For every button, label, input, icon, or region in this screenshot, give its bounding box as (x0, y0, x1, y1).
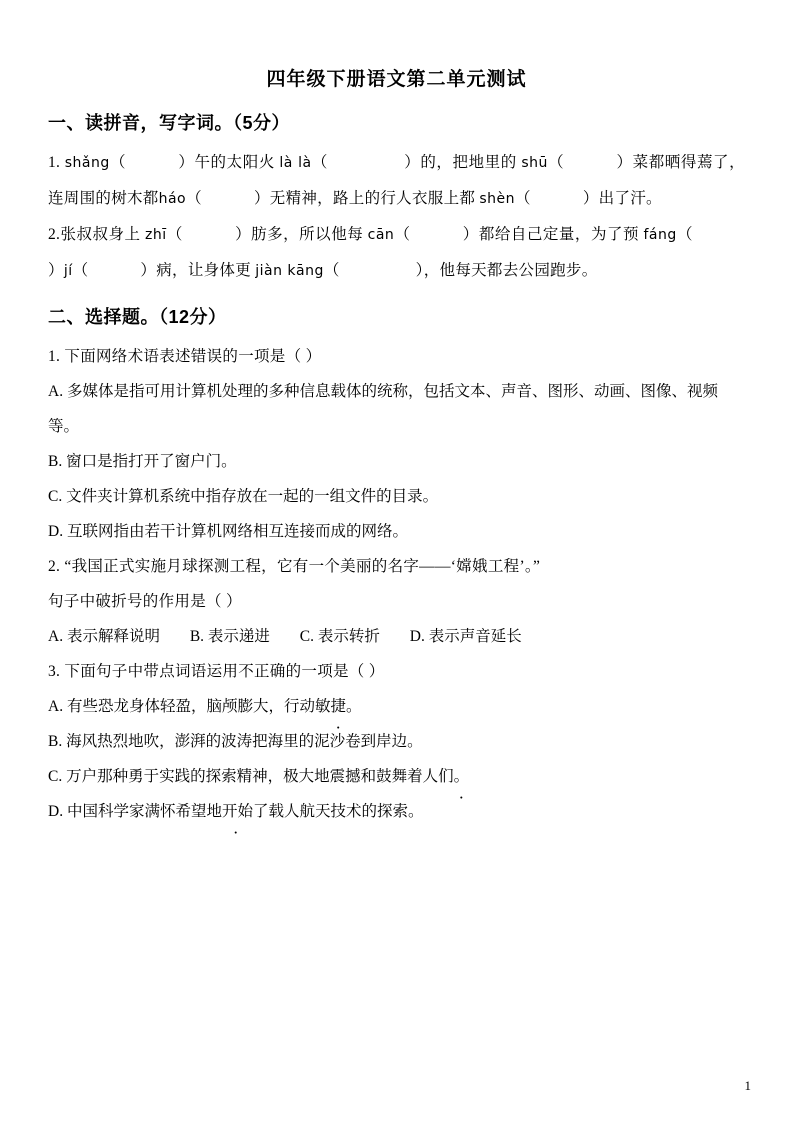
q2-text-3: 都给自己定量，为了预 (478, 226, 640, 243)
q1-text-1: 午的太阳火 (194, 154, 275, 171)
choice-question-2-option-c[interactable]: C. 表示转折 (299, 628, 380, 645)
option-a-suffix: 。 (345, 698, 362, 715)
page-title: 四年级下册语文第二单元测试 (266, 69, 527, 90)
section-heading-2: 二、选择题。（12分） (48, 307, 227, 327)
choice-question-3-option-a[interactable] (48, 689, 745, 724)
choice-question-1-option-c[interactable]: C. 文件夹计算机系统中指存放在一起的一组文件的目录。 (48, 488, 439, 505)
choice-question-2-stem-line2: 句子中破折号的作用是（ ） (48, 593, 242, 610)
q2-text-4: 病，让身体更 (156, 262, 252, 279)
q1-text-3: 菜都晒得蔫了，连周围的树木都 (48, 154, 745, 207)
pinyin-jiankang: jiàn kāng (255, 263, 324, 279)
choice-question-1-option-b[interactable]: B. 窗口是指打开了窗户门。 (48, 453, 237, 470)
choice-question-3-option-d[interactable] (48, 794, 745, 829)
pinyin-ji: jí (63, 263, 73, 279)
q1-text-2: 的，把地里的 (420, 154, 517, 171)
pinyin-shen: shèn (479, 191, 516, 207)
choice-question-3-option-b[interactable] (48, 724, 745, 759)
option-c-text: C. 万户那种勇于实践的探索精神，极大地震撼和鼓舞着人们 (48, 768, 454, 785)
question-1-2: 2.张叔叔身上 zhī（ ）肪多，所以他每 cān（ ）都给自己定量，为了预 fáng（）jí（ ）病，让身体更 jiàn kāng（ ），他每天都去公园跑步。 (48, 226, 693, 279)
q1-text-5: 出了汗。 (598, 190, 662, 207)
choice-question-1-stem: 1. 下面网络术语表述错误的一项是（ ） (48, 348, 322, 365)
option-a-dotted-word: 捷 (330, 698, 346, 715)
choice-question-2-option-b[interactable]: B. 表示递进 (189, 628, 270, 645)
question-1-1: 1. shǎng（ ）午的太阳火 là là（ ）的，把地里的 shū（ ）菜都晒得蔫了，连周围的树木都háo（ ）无精神，路上的行人衣服上都 shèn（ ）出了汗。 (48, 154, 745, 207)
q2-text-5: ，他每天都去公园跑步。 (423, 262, 598, 279)
q1-number: 1. (48, 154, 61, 171)
option-b-text: B. 海风热烈地吹，澎湃的波涛把海里的泥沙卷到岸边。 (48, 733, 423, 750)
choice-question-3-stem: 3. 下面句子中带点词语运用不正确的一项是（ ） (48, 663, 385, 680)
option-a-text: A. 有些恐龙身体轻盈，脑颅膨大，行动敏 (48, 698, 331, 715)
pinyin-zhi: zhī (144, 227, 167, 243)
pinyin-fang: fáng (643, 227, 677, 243)
q2-text-2: 肪多，所以他每 (251, 226, 364, 243)
pinyin-hao: háo (158, 191, 187, 207)
choice-question-2-option-a[interactable]: A. 表示解释说明 (48, 628, 160, 645)
choice-question-3-option-c[interactable] (48, 759, 745, 794)
q1-text-4: 无精神，路上的行人衣服上都 (269, 190, 476, 207)
page-number: 1 (744, 1078, 751, 1093)
q2-number: 2. (48, 226, 61, 243)
pinyin-lala: là là (279, 155, 312, 171)
choice-question-2-option-d[interactable]: D. 表示声音延长 (409, 628, 522, 645)
choice-question-2-options (48, 619, 745, 654)
pinyin-can: cān (367, 227, 395, 243)
option-c-dotted-word: 。 · (454, 768, 470, 785)
option-d-text: D. 中国科学家满怀希望地开始了载人航天技术的探索。 · (48, 803, 423, 820)
pinyin-shang: shǎng (64, 155, 110, 171)
choice-question-1-option-a[interactable]: A. 多媒体是指可用计算机处理的多种信息载体的统称，包括文本、声音、图形、动画、图像、视频等。 (48, 383, 718, 435)
pinyin-shu: shū (521, 155, 548, 171)
choice-question-1-option-d[interactable]: D. 互联网指由若干计算机网络相互连接而成的网络。 (48, 523, 408, 540)
q2-text-1: 张叔叔身上 (60, 226, 141, 243)
choice-question-2-stem-line1: 2. “我国正式实施月球探测工程，它有一个美丽的名字——‘嫦娥工程’。” (48, 558, 541, 575)
section-heading-1: 一、读拼音，写字词。（5分） (48, 113, 291, 133)
